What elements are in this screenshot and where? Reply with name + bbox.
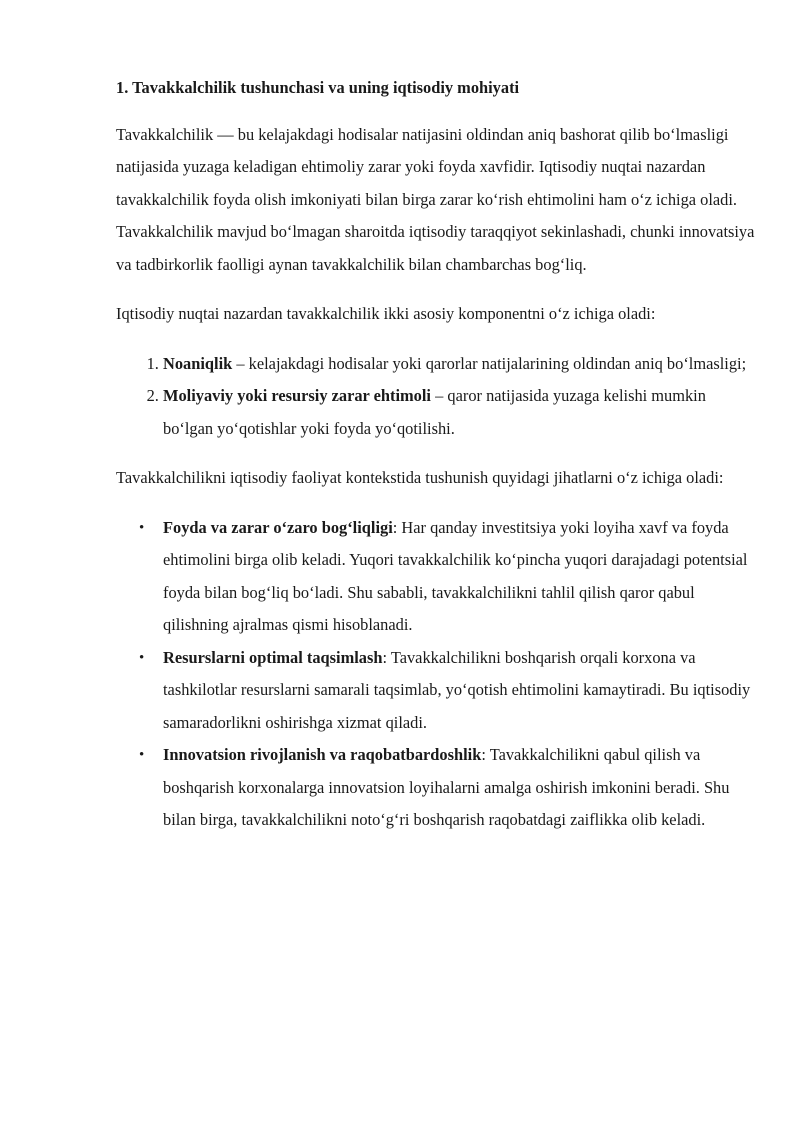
- list-item: [163, 642, 756, 740]
- list-item-text: : Tavakkalchilikni boshqarish orqali korxona va tashkilotlar resurslarni samarali taqsimlab, yo‘qotish ehtimolini kamaytiradi. Bu iqtisodiy samaradorlikni oshirishga xizmat qiladi.: [163, 647, 751, 732]
- list-item-term: Resurslarni optimal taqsimlash: [163, 647, 383, 667]
- components-intro-paragraph: Iqtisodiy nuqtai nazardan tavakkalchilik ikki asosiy komponentni o‘z ichiga oladi:: [116, 304, 656, 323]
- list-item: [163, 348, 756, 381]
- list-item-text: – kelajakdagi hodisalar yoki qarorlar natijalarining oldindan aniq bo‘lmasligi;: [232, 353, 747, 373]
- aspects-bullet-list: [116, 512, 756, 837]
- list-item-text: : Har qanday investitsiya yoki loyiha xavf va foyda ehtimolini birga olib keladi. Yuqori tavakkalchilik ko‘pincha yuqori darajadagi potentsial foyda bilan bog‘liq bo‘ladi. Shu sababli, tavakkalchilikni tahlil qilish qaror qabul qilishning ajralmas qismi hisoblanadi.: [163, 517, 748, 634]
- components-numbered-list: [116, 348, 756, 446]
- aspects-intro-paragraph: Tavakkalchilikni iqtisodiy faoliyat kontekstida tushunish quyidagi jihatlarni o‘z ichiga oladi:: [116, 468, 724, 487]
- intro-paragraph: Tavakkalchilik — bu kelajakdagi hodisalar natijasini oldindan aniq bashorat qilib bo‘lmasligi natijasida yuzaga keladigan ehtimoliy zarar yoki foyda xavfidir. Iqtisodiy nuqtai nazardan tavakkalchilik foyda olish imkoniyati bilan birga zarar ko‘rish ehtimolini ham o‘z ichiga oladi. Tavakkalchilik mavjud bo‘lmagan sharoitda iqtisodiy taraqqiyot sekinlashadi, chunki innovatsiya va tadbirkorlik faolligi aynan tavakkalchilik bilan chambarchas bog‘liq.: [116, 124, 755, 274]
- list-item: [163, 739, 756, 837]
- section-heading: 1. Tavakkalchilik tushunchasi va uning iqtisodiy mohiyati: [116, 78, 520, 97]
- list-item: [163, 512, 756, 642]
- document-page: [116, 72, 756, 837]
- list-item-text: – qaror natijasida yuzaga kelishi mumkin bo‘lgan yo‘qotishlar yoki foyda yo‘qotilishi.: [163, 386, 706, 438]
- list-item: [163, 380, 756, 445]
- list-item-term: Noaniqlik: [163, 353, 233, 373]
- list-item-term: Innovatsion rivojlanish va raqobatbardoshlik: [163, 745, 482, 764]
- list-item-term: Foyda va zarar o‘zaro bog‘liqligi: [163, 517, 393, 537]
- list-item-text: : Tavakkalchilikni qabul qilish va boshqarish korxonalarga innovatsion loyihalarni amalga oshirish imkonini beradi. Shu bilan birga, tavakkalchilikni noto‘g‘ri boshqarish raqobatdagi zaiflikka olib keladi.: [163, 745, 730, 829]
- list-item-term: Moliyaviy yoki resursiy zarar ehtimoli: [163, 386, 431, 405]
